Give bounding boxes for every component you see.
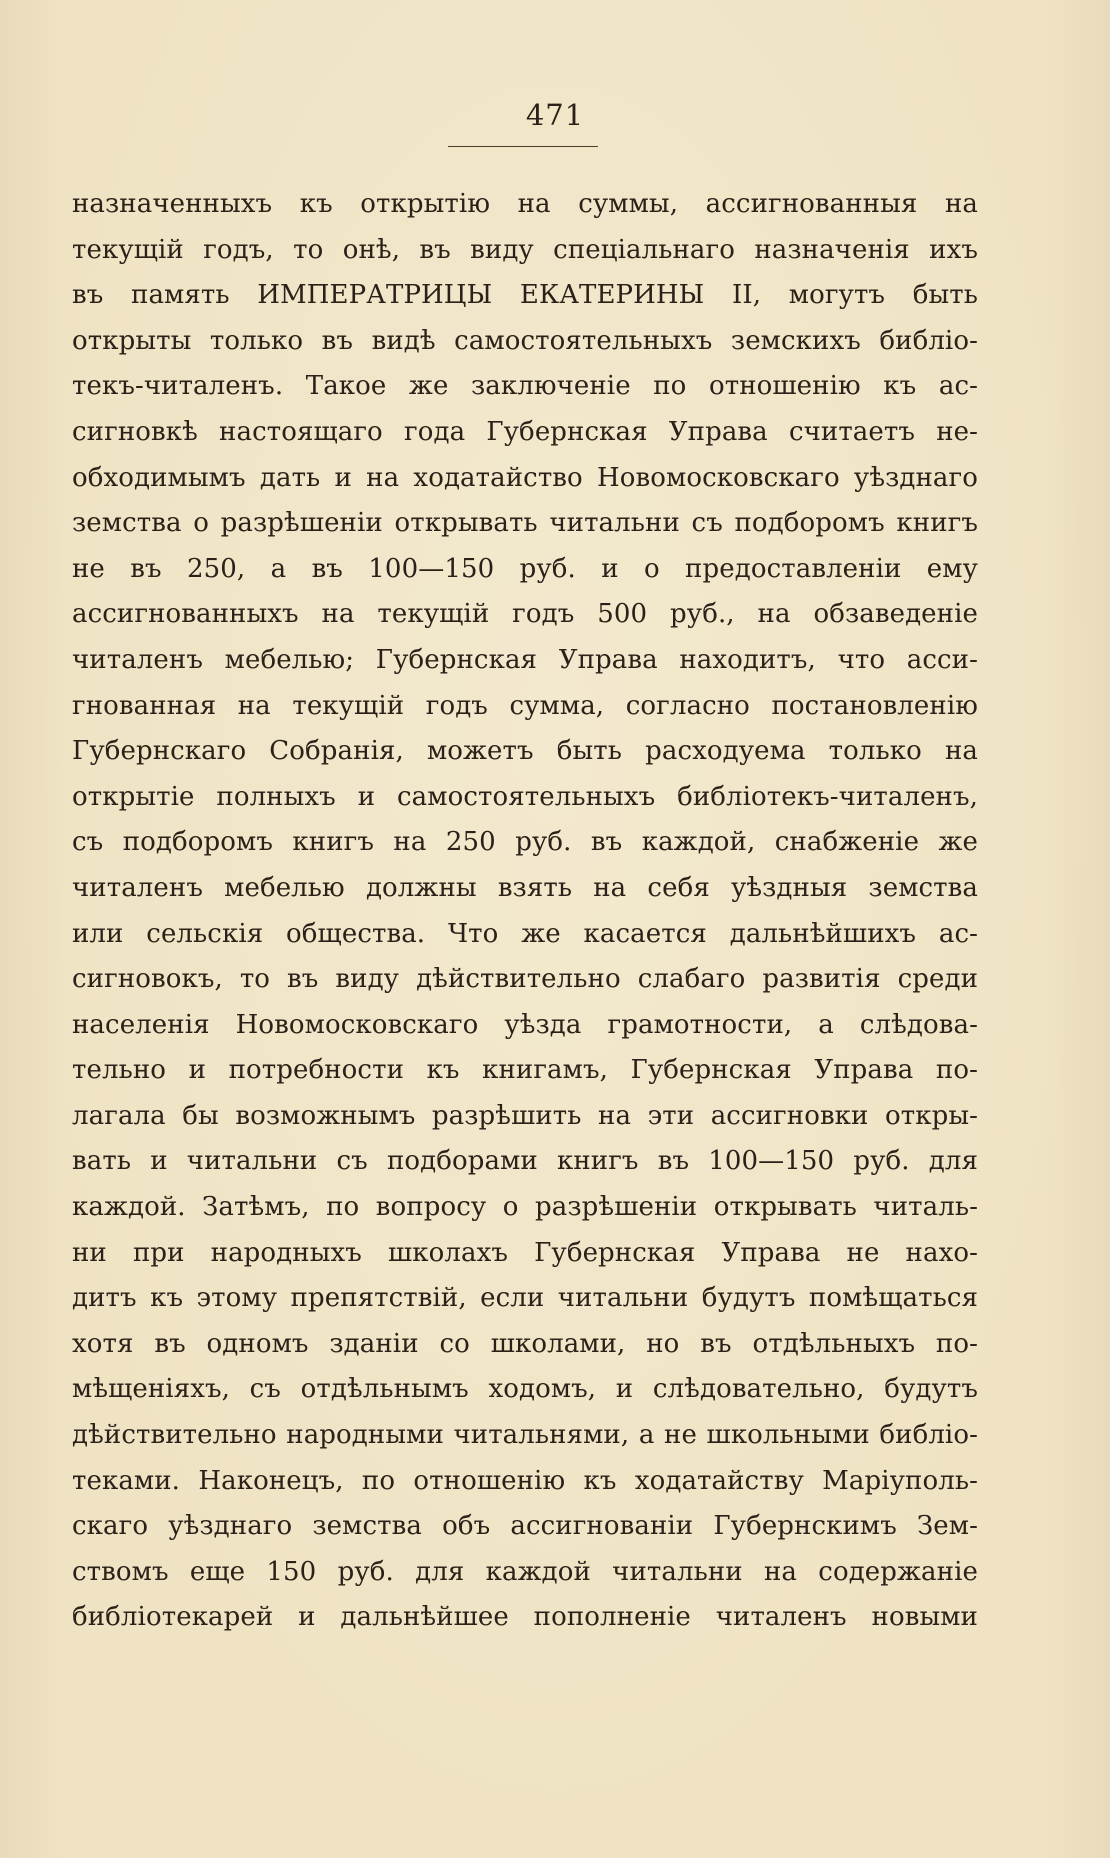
- page-number: 471: [525, 98, 585, 132]
- text-line: назначенныхъ къ открытію на суммы, ассигнованныя на: [72, 189, 978, 219]
- text-line: ствомъ еще 150 руб. для каждой читальни на содержаніе: [72, 1556, 978, 1587]
- text-line: ни при народныхъ школахъ Губернская Управа не нахо-: [72, 1237, 978, 1268]
- text-line: дѣйствительно народными читальнями, а не школьными библіо-: [72, 1420, 978, 1451]
- text-line: населенія Новомосковскаго уѣзда грамотности, а слѣдова-: [72, 1009, 978, 1040]
- text-line: ассигнованныхъ на текущій годъ 500 руб., на обзаведеніе: [72, 599, 978, 630]
- text-line: вать и читальни съ подборами книгъ въ 100—150 руб. для: [72, 1146, 978, 1177]
- text-line: сигновокъ, то въ виду дѣйствительно слабаго развитія среди: [72, 964, 978, 995]
- text-line: открытіе полныхъ и самостоятельныхъ библіотекъ-читаленъ,: [72, 781, 978, 812]
- text-line: обходимымъ дать и на ходатайство Новомосковскаго уѣзднаго: [72, 462, 978, 493]
- text-line: Губернскаго Собранія, можетъ быть расходуема только на: [72, 736, 978, 767]
- text-line: текъ-читаленъ. Такое же заключеніе по отношенію къ ас-: [72, 371, 978, 402]
- text-line: каждой. Затѣмъ, по вопросу о разрѣшеніи открывать читаль-: [72, 1192, 978, 1223]
- text-line: дитъ къ этому препятствій, если читальни будутъ помѣщаться: [72, 1283, 978, 1314]
- header-rule: [448, 146, 598, 147]
- text-line: скаго уѣзднаго земства объ ассигнованіи Губернскимъ Зем-: [72, 1511, 978, 1542]
- text-line: библіотекарей и дальнѣйшее пополненіе читаленъ новыми: [72, 1602, 978, 1633]
- text-line: теками. Наконецъ, по отношенію къ ходатайству Маріуполь-: [72, 1465, 978, 1496]
- text-line: или сельскія общества. Что же касается дальнѣйшихъ ас-: [72, 918, 978, 949]
- text-line: читаленъ мебелью должны взять на себя уѣздныя земства: [72, 872, 978, 903]
- text-line: мѣщеніяхъ, съ отдѣльнымъ ходомъ, и слѣдовательно, будутъ: [72, 1374, 978, 1405]
- text-line: въ память ИМПЕРАТРИЦЫ ЕКАТЕРИНЫ II, могутъ быть: [72, 280, 978, 311]
- text-line: земства о разрѣшеніи открывать читальни съ подборомъ книгъ: [72, 508, 978, 539]
- text-line: лагала бы возможнымъ разрѣшить на эти ассигновки откры-: [72, 1100, 978, 1131]
- body-text: [72, 182, 978, 1641]
- text-line: не въ 250, а въ 100—150 руб. и о предоставленіи ему: [72, 553, 978, 584]
- text-line: сигновкѣ настоящаго года Губернская Управа считаетъ не-: [72, 416, 978, 447]
- text-line: тельно и потребности къ книгамъ, Губернская Управа по-: [72, 1055, 978, 1086]
- text-line: гнованная на текущій годъ сумма, согласно постановленію: [72, 690, 978, 721]
- text-line: читаленъ мебелью; Губернская Управа находитъ, что асси-: [72, 644, 978, 675]
- text-line: съ подборомъ книгъ на 250 руб. въ каждой, снабженіе же: [72, 827, 978, 858]
- text-line: хотя въ одномъ зданіи со школами, но въ отдѣльныхъ по-: [72, 1328, 978, 1359]
- text-line: открыты только въ видѣ самостоятельныхъ земскихъ библіо-: [72, 325, 978, 356]
- text-line: текущій годъ, то онѣ, въ виду спеціальнаго назначенія ихъ: [72, 234, 978, 265]
